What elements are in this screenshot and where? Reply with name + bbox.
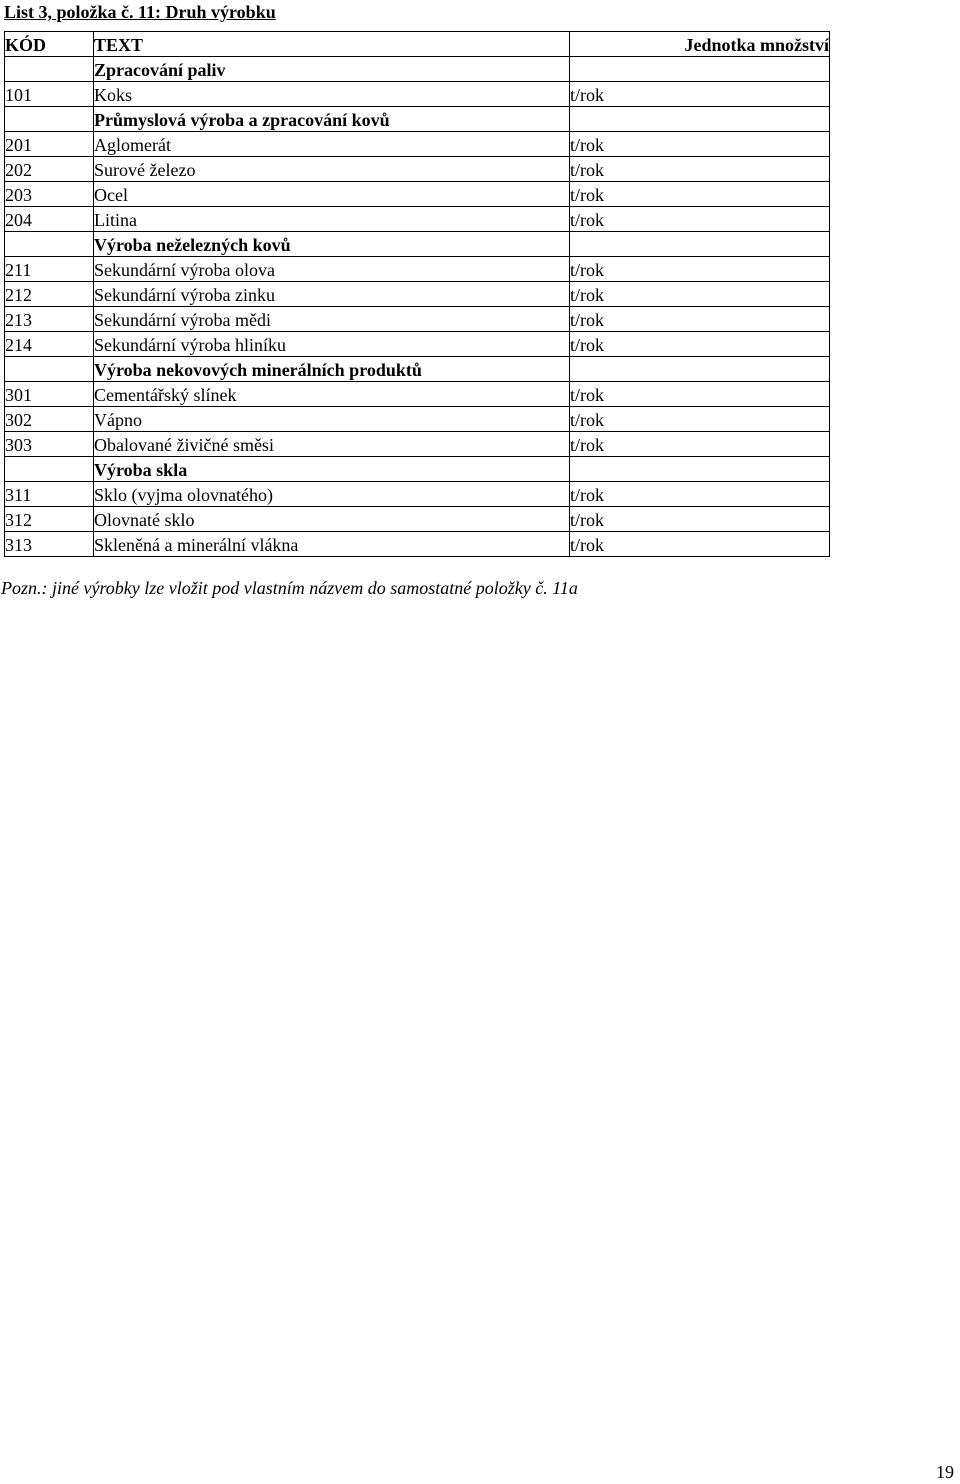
cell-unit: t/rok: [570, 257, 830, 282]
section-heading: Zpracování paliv: [94, 57, 570, 82]
header-unit: Jednotka množství: [570, 32, 830, 57]
cell-text: Sklo (vyjma olovnatého): [94, 482, 570, 507]
cell-code: 303: [5, 432, 94, 457]
cell-text: Sekundární výroba mědi: [94, 307, 570, 332]
table-row: [5, 282, 830, 307]
cell-text: Surové železo: [94, 157, 570, 182]
cell-unit: t/rok: [570, 332, 830, 357]
table-row: [5, 507, 830, 532]
cell-unit: t/rok: [570, 507, 830, 532]
cell-unit: [570, 107, 830, 132]
cell-unit: t/rok: [570, 382, 830, 407]
cell-code: [5, 457, 94, 482]
cell-text: Sekundární výroba hliníku: [94, 332, 570, 357]
table-row: [5, 307, 830, 332]
table-row: [5, 532, 830, 557]
cell-text: Obalované živičné směsi: [94, 432, 570, 457]
footnote: Pozn.: jiné výrobky lze vložit pod vlastním názvem do samostatné položky č. 11a: [1, 578, 578, 598]
cell-unit: t/rok: [570, 132, 830, 157]
cell-text: Skleněná a minerální vlákna: [94, 532, 570, 557]
section-heading: Výroba nekovových minerálních produktů: [94, 357, 570, 382]
cell-text: Koks: [94, 82, 570, 107]
header-code: KÓD: [5, 32, 94, 57]
section-heading: Výroba neželezných kovů: [94, 232, 570, 257]
cell-unit: t/rok: [570, 482, 830, 507]
cell-code: 214: [5, 332, 94, 357]
page-title: List 3, položka č. 11: Druh výrobku: [4, 2, 276, 22]
cell-code: 211: [5, 257, 94, 282]
cell-unit: [570, 232, 830, 257]
table-row: [5, 382, 830, 407]
product-table: [4, 31, 830, 557]
cell-code: 101: [5, 82, 94, 107]
cell-unit: t/rok: [570, 82, 830, 107]
cell-code: [5, 57, 94, 82]
table-row: [5, 157, 830, 182]
cell-unit: t/rok: [570, 157, 830, 182]
cell-text: Ocel: [94, 182, 570, 207]
cell-unit: [570, 57, 830, 82]
cell-code: [5, 107, 94, 132]
table-header-row: [5, 32, 830, 57]
cell-unit: t/rok: [570, 407, 830, 432]
cell-code: 203: [5, 182, 94, 207]
table-row: [5, 207, 830, 232]
cell-text: Sekundární výroba olova: [94, 257, 570, 282]
table-row: [5, 182, 830, 207]
cell-unit: t/rok: [570, 432, 830, 457]
table-row: [5, 257, 830, 282]
cell-unit: t/rok: [570, 307, 830, 332]
section-heading: Výroba skla: [94, 457, 570, 482]
cell-text: Vápno: [94, 407, 570, 432]
section-row: [5, 357, 830, 382]
header-text: TEXT: [94, 32, 570, 57]
cell-code: 301: [5, 382, 94, 407]
cell-code: 313: [5, 532, 94, 557]
section-heading: Průmyslová výroba a zpracování kovů: [94, 107, 570, 132]
cell-unit: [570, 457, 830, 482]
table-row: [5, 132, 830, 157]
cell-unit: t/rok: [570, 532, 830, 557]
cell-code: 202: [5, 157, 94, 182]
cell-code: 302: [5, 407, 94, 432]
table-row: [5, 82, 830, 107]
table-row: [5, 432, 830, 457]
table-row: [5, 482, 830, 507]
cell-code: 213: [5, 307, 94, 332]
cell-code: [5, 357, 94, 382]
cell-text: Cementářský slínek: [94, 382, 570, 407]
cell-unit: t/rok: [570, 282, 830, 307]
cell-unit: [570, 357, 830, 382]
cell-code: 311: [5, 482, 94, 507]
table-row: [5, 407, 830, 432]
cell-text: Aglomerát: [94, 132, 570, 157]
cell-code: 204: [5, 207, 94, 232]
table-row: [5, 332, 830, 357]
section-row: [5, 107, 830, 132]
cell-text: Sekundární výroba zinku: [94, 282, 570, 307]
cell-unit: t/rok: [570, 207, 830, 232]
cell-code: [5, 232, 94, 257]
cell-code: 312: [5, 507, 94, 532]
table-body: [5, 57, 830, 557]
page-number: 19: [936, 1462, 954, 1482]
cell-unit: t/rok: [570, 182, 830, 207]
cell-text: Litina: [94, 207, 570, 232]
cell-text: Olovnaté sklo: [94, 507, 570, 532]
section-row: [5, 57, 830, 82]
cell-code: 201: [5, 132, 94, 157]
section-row: [5, 457, 830, 482]
section-row: [5, 232, 830, 257]
cell-code: 212: [5, 282, 94, 307]
